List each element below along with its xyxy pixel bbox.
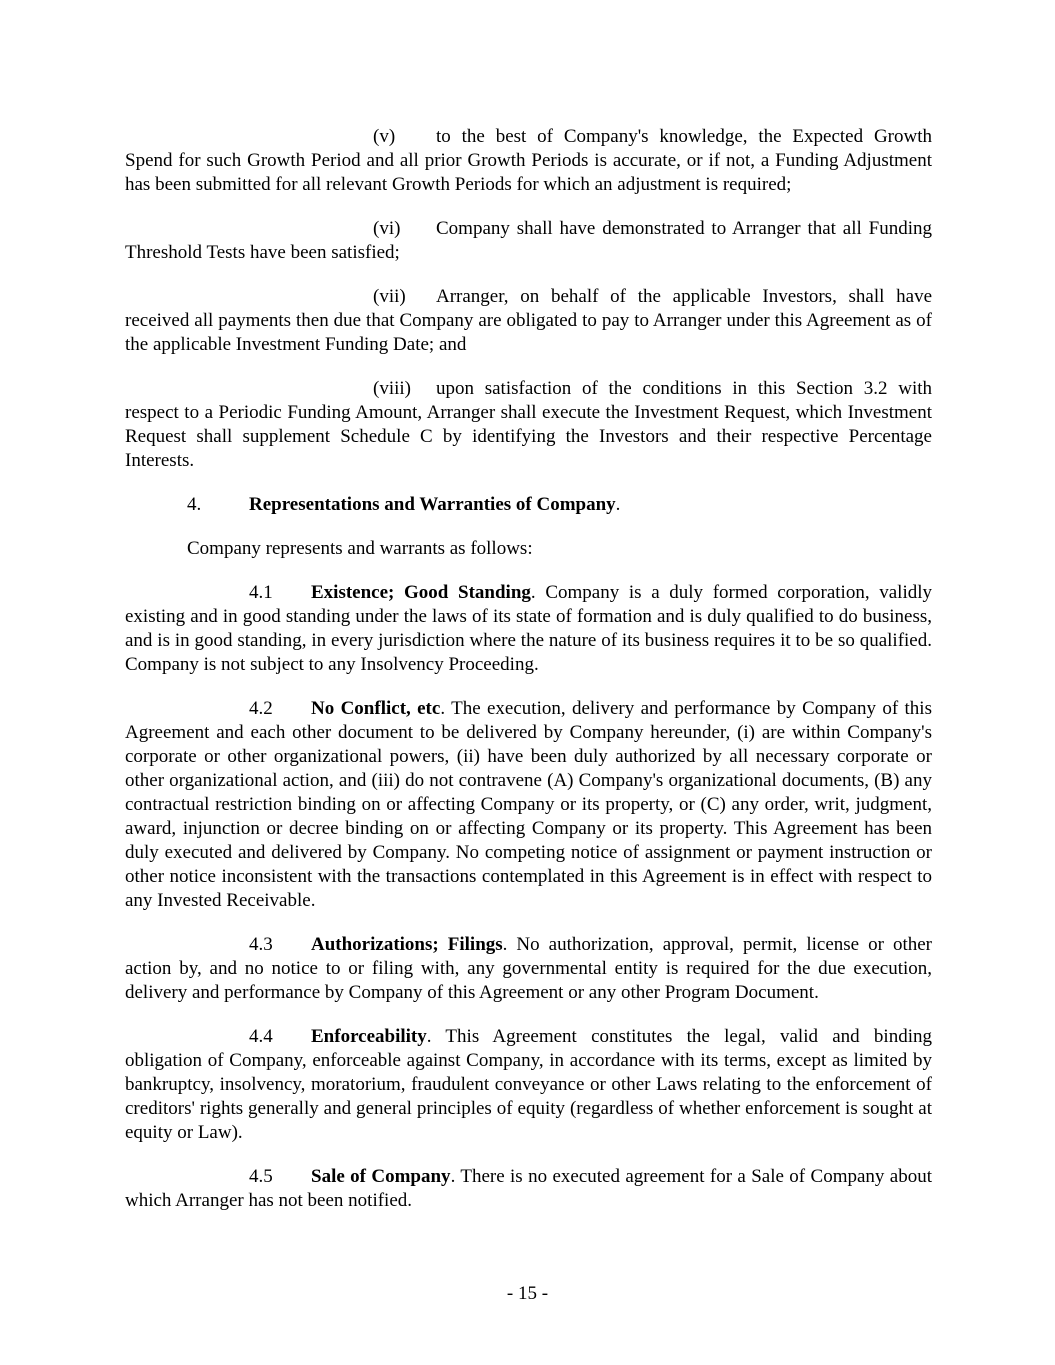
page-number: - 15 - [506, 1283, 549, 1304]
section-intro: Company represents and warrants as follows: [187, 538, 533, 559]
section-heading [125, 493, 932, 517]
subsection-number: 4.4 [249, 1026, 273, 1047]
subsection-text: . The execution, delivery and performance by Company of this Agreement and each other document to be delivered by Company hereunder, (i) are within Company's corporate or other organizational powers, (ii) have been duly authorized by all necessary corporate or other organizational action, and (iii) do not contravene (A) Company's organizational documents, (B) any contractual restriction binding on or affecting Company or its property, or (C) any order, writ, judgment, award, injunction or decree binding on or affecting Company or its property. This Agreement has been duly executed and delivered by Company. No competing notice of assignment or payment instruction or other notice inconsistent with the transactions contemplated in this Agreement is in effect with respect to any Invested Receivable. [125, 698, 932, 911]
subsection-4-5 [125, 1165, 932, 1213]
subsection-title: Authorizations; Filings [311, 934, 503, 955]
clause-text: Company shall have demonstrated to Arranger that all Funding Threshold Tests have been satisfied; [125, 218, 932, 263]
clause-viii [125, 377, 932, 473]
subsection-4-2 [125, 697, 932, 913]
section-title: Representations and Warranties of Company [249, 494, 616, 515]
document-page [125, 125, 932, 1233]
subsection-title: Sale of Company [311, 1166, 451, 1187]
subsection-number: 4.5 [249, 1166, 273, 1187]
subsection-4-3 [125, 933, 932, 1005]
subsection-text: . There is no executed agreement for a Sale of Company about which Arranger has not been notified. [125, 1166, 932, 1211]
clause-marker: (vi) [373, 218, 401, 239]
subsection-title: Enforceability [311, 1026, 427, 1047]
clause-marker: (viii) [373, 378, 411, 399]
subsection-number: 4.1 [249, 582, 273, 603]
subsection-4-1 [125, 581, 932, 677]
section-title-period: . [615, 494, 621, 515]
clause-text: Arranger, on behalf of the applicable Investors, shall have received all payments then due that Company are obligated to pay to Arranger under this Agreement as of the applicable Investment Funding Date; and [125, 286, 932, 355]
subsection-number: 4.3 [249, 934, 273, 955]
clause-vi [125, 217, 932, 265]
subsection-text: . Company is a duly formed corporation, validly existing and in good standing under the laws of its state of formation and is duly qualified to do business, and is in good standing, in every jurisdiction where the nature of its business requires it to be so qualified. Company is not subject to any Insolvency Proceeding. [125, 582, 932, 675]
subsection-title: Existence; Good Standing [311, 582, 531, 603]
clause-text: to the best of Company's knowledge, the Expected Growth Spend for such Growth Period and all prior Growth Periods is accurate, or if not, a Funding Adjustment has been submitted for all relevant Growth Periods for which an adjustment is required; [125, 126, 932, 195]
subsection-title: No Conflict, etc [311, 698, 441, 719]
clause-vii [125, 285, 932, 357]
clause-text: upon satisfaction of the conditions in this Section 3.2 with respect to a Periodic Funding Amount, Arranger shall execute the Investment Request, which Investment Request shall supplement Schedule C by identifying the Investors and their respective Percentage Interests. [125, 378, 932, 471]
subsection-text: . This Agreement constitutes the legal, valid and binding obligation of Company, enforceable against Company, in accordance with its terms, except as limited by bankruptcy, insolvency, moratorium, fraudulent conveyance or other Laws relating to the enforcement of creditors' rights generally and general principles of equity (regardless of whether enforcement is sought at equity or Law). [125, 1026, 932, 1143]
clause-v [125, 125, 932, 197]
clause-marker: (v) [373, 126, 396, 147]
subsection-4-4 [125, 1025, 932, 1145]
section-number: 4. [187, 494, 202, 515]
subsection-text: . No authorization, approval, permit, license or other action by, and no notice to or filing with, any governmental entity is required for the due execution, delivery and performance by Company of this Agreement or any other Program Document. [125, 934, 932, 1003]
subsection-number: 4.2 [249, 698, 273, 719]
clause-marker: (vii) [373, 286, 406, 307]
